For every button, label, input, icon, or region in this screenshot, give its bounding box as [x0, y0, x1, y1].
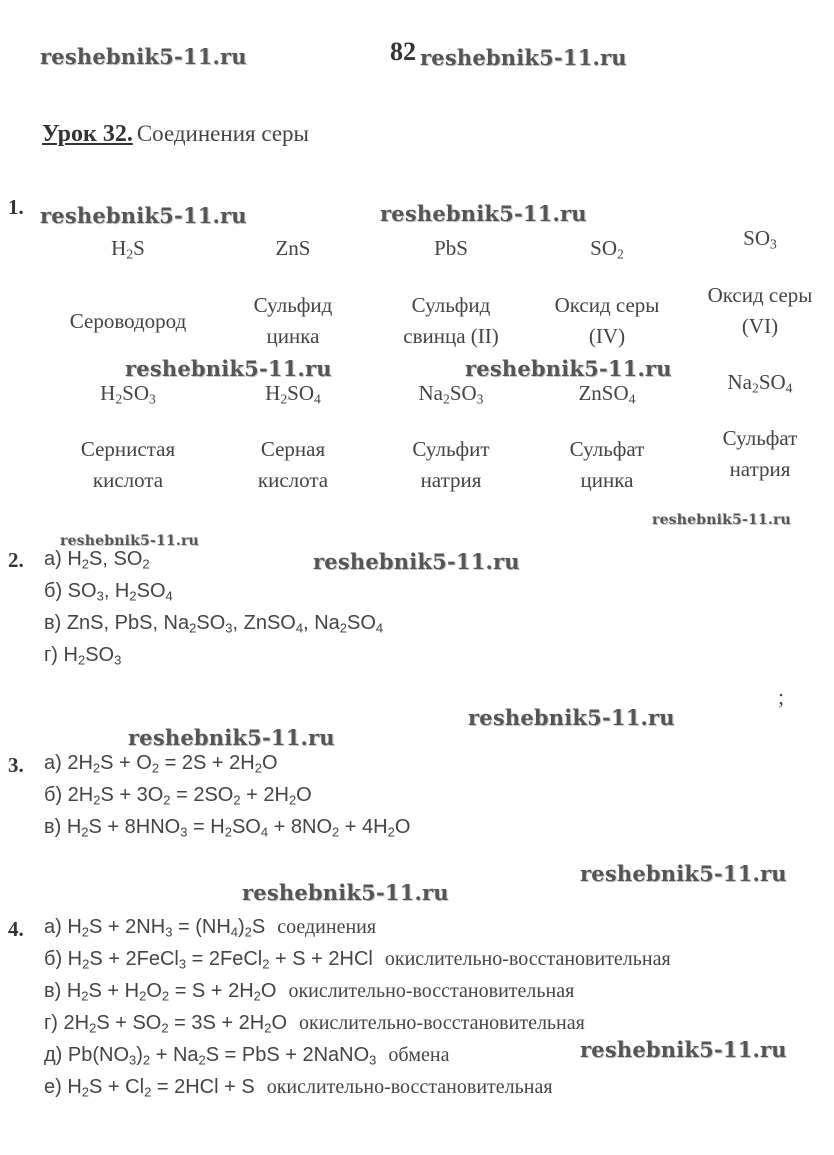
watermark: reshebnik5-11.ru — [652, 512, 791, 528]
watermark: reshebnik5-11.ru — [40, 203, 247, 228]
task-number: 1. — [8, 195, 24, 219]
reaction-type: окислительно-восстановительная — [384, 948, 671, 970]
formula-cell: PbS — [434, 236, 468, 260]
watermark: reshebnik5-11.ru — [40, 44, 247, 69]
page-number: 82 — [390, 37, 416, 66]
watermark: reshebnik5-11.ru — [380, 201, 587, 226]
equation-line — [44, 1012, 585, 1035]
lesson-label: Урок 32. — [42, 121, 133, 147]
equation: а) $H_2S + 2NH_3 = (NH_4)_2S$ — [44, 916, 266, 940]
equation-line: б) $2H_2S + 3O_2 = 2SO_2 + 2H_2O$ — [44, 784, 312, 808]
equation: в) $H_2S + H_2O_2 = S + 2H_2O$ — [44, 980, 277, 1004]
equation-line: а) $2H_2S + O_2 = 2S + 2H_2O$ — [44, 752, 278, 776]
name-cell: Сульфат цинка — [569, 437, 645, 492]
watermark: reshebnik5-11.ru — [580, 1037, 787, 1062]
name-cell: Сульфид цинка — [253, 293, 333, 348]
lesson-title: Соединения серы — [136, 121, 309, 146]
formula-cell: $H_2SO_3$ — [100, 381, 156, 407]
watermark: reshebnik5-11.ru — [465, 356, 672, 381]
reaction-type: обмена — [388, 1044, 450, 1066]
equation-line — [44, 916, 376, 939]
name-cell: Серная кислота — [257, 437, 329, 492]
answer-line: в) ZnS, PbS, $Na_2SO_3$, ZnSO$_4$, $Na_2SO_4$ — [44, 612, 384, 636]
watermark: reshebnik5-11.ru — [580, 861, 787, 886]
answer-line: а) $H_2S$, $SO_2$ — [44, 548, 150, 572]
watermark: reshebnik5-11.ru — [468, 705, 675, 730]
equation: д) $Pb(NO_3)_2 + Na_2S$ = PbS + 2NaNO$_3$ — [44, 1044, 377, 1068]
task-number: 4. — [8, 917, 24, 941]
formula-cell: $Na_2SO_3$ — [418, 381, 484, 407]
task-number: 3. — [8, 753, 24, 777]
watermark: reshebnik5-11.ru — [128, 725, 335, 750]
equation-line — [44, 948, 671, 971]
watermark: reshebnik5-11.ru — [125, 356, 332, 381]
formula-cell: ZnS — [275, 236, 311, 260]
answer-line: г) $H_2SO_3$ — [44, 644, 122, 668]
equation-line — [44, 1076, 553, 1099]
equation-line — [44, 980, 574, 1003]
formula-cell: $H_2SO_4$ — [265, 381, 321, 407]
name-cell: Сероводород — [69, 309, 187, 333]
reaction-type: окислительно-восстановительная — [288, 980, 575, 1002]
watermark: reshebnik5-11.ru — [60, 533, 199, 549]
equation: г) $2H_2S + SO_2 = 3S + 2H_2O$ — [44, 1012, 287, 1036]
answer-line: б) $SO_3$, $H_2SO_4$ — [44, 580, 173, 604]
formula-cell: ZnSO$_4$ — [578, 381, 636, 407]
formula-cell: $SO_2$ — [590, 236, 624, 262]
reaction-type: окислительно-восстановительная — [299, 1012, 585, 1034]
watermark: reshebnik5-11.ru — [242, 880, 449, 905]
watermark: reshebnik5-11.ru — [420, 45, 627, 70]
equation: е) $H_2S + Cl_2 = 2HCl + S$ — [44, 1076, 255, 1100]
lesson-heading — [42, 121, 309, 148]
watermark: reshebnik5-11.ru — [313, 549, 520, 574]
formula-cell: $Na_2SO_4$ — [727, 370, 793, 396]
name-cell: Сульфат натрия — [722, 426, 798, 481]
stray-mark: ; — [778, 684, 785, 709]
name-cell: Сульфит натрия — [412, 437, 490, 492]
name-cell: Сульфид свинца (II) — [403, 293, 499, 348]
formula-cell: $H_2S$ — [111, 236, 145, 262]
reaction-type: окислительно-восстановительная — [266, 1076, 553, 1098]
formula-cell: $SO_3$ — [743, 226, 777, 252]
name-cell: Оксид серы (VI) — [707, 283, 813, 338]
equation-line: в) $H_2S + 8HNO_3 = H_2SO_4 + 8NO_2 + 4H_2O$ — [44, 816, 411, 840]
name-cell: Сернистая кислота — [80, 437, 176, 492]
name-cell: Оксид серы (IV) — [554, 293, 660, 348]
equation-line — [44, 1044, 450, 1067]
task-number: 2. — [8, 548, 24, 572]
reaction-type: соединения — [277, 916, 377, 938]
equation: б) $H_2S$ + 2FeCl$_3$ = 2FeCl$_2$ + S + 2HCl — [44, 948, 373, 972]
